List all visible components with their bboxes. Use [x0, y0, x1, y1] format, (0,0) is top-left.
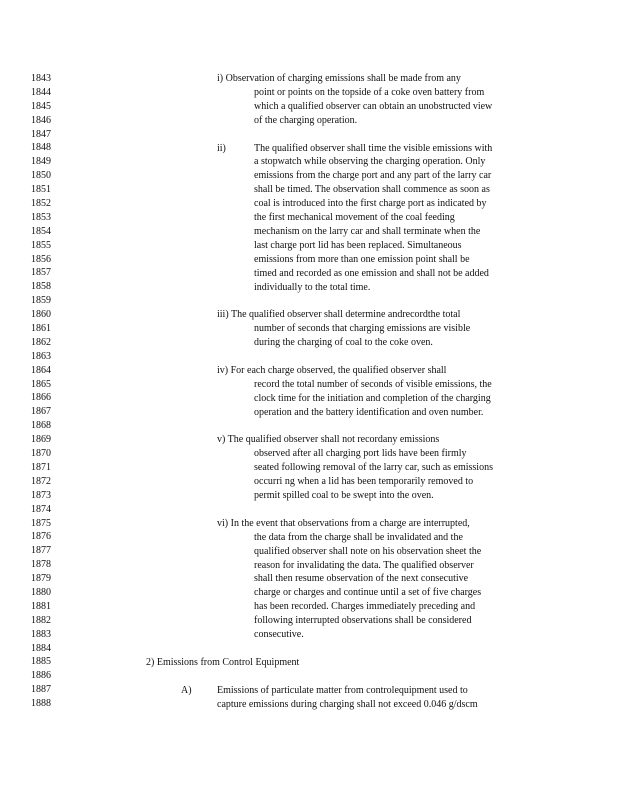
text-line: observed after all charging port lids have been firmly	[254, 448, 467, 460]
line-number: 1857	[31, 267, 51, 279]
item-vi	[217, 517, 470, 531]
text-line: timed and recorded as one emission and shall not be added	[254, 267, 489, 279]
line-number: 1863	[31, 350, 51, 362]
item-v	[217, 433, 439, 447]
line-number: 1873	[31, 489, 51, 501]
item-text: The qualified observer shall determine andrecordthe total	[231, 309, 461, 321]
text-line: consecutive.	[254, 629, 304, 641]
line-number: 1860	[31, 309, 51, 321]
line-number: 1852	[31, 198, 51, 210]
text-line: shall then resume observation of the next consecutive	[254, 573, 469, 585]
item-text: For each charge observed, the qualified observer shall	[230, 364, 447, 376]
line-number: 1850	[31, 170, 51, 182]
line-number: 1866	[31, 392, 51, 404]
line-number: 1854	[31, 225, 51, 237]
item-v-continuation	[254, 447, 493, 503]
line-number: 1868	[31, 420, 51, 432]
text-line: which a qualified observer can obtain an unobstructed view	[254, 100, 493, 112]
text-line: number of seconds that charging emissions are visible	[254, 323, 471, 335]
line-number: 1844	[31, 86, 51, 98]
line-number: 1861	[31, 323, 51, 335]
text-line: individually to the total time.	[254, 281, 371, 293]
line-number: 1874	[31, 503, 51, 515]
text-line: operation and the battery identification and oven number.	[254, 406, 484, 418]
line-number: 1883	[31, 628, 51, 640]
line-number: 1876	[31, 531, 51, 543]
line-number: 1859	[31, 295, 51, 307]
line-number: 1858	[31, 281, 51, 293]
line-number: 1880	[31, 586, 51, 598]
line-number: 1886	[31, 670, 51, 682]
section-2-heading: 2) Emissions from Control Equipment	[146, 656, 300, 668]
item-i-continuation	[254, 86, 492, 128]
text-line: charge or charges and continue until a set of five charges	[254, 587, 482, 599]
line-number: 1875	[31, 517, 51, 529]
item-text: The qualified observer shall not recordany emissions	[227, 434, 440, 446]
text-line: of the charging operation.	[254, 114, 358, 126]
line-number: 1847	[31, 128, 51, 140]
text-line: during the charging of coal to the coke oven.	[254, 337, 433, 349]
line-number: 1856	[31, 253, 51, 265]
line-number: 1871	[31, 461, 51, 473]
text-line: a stopwatch while observing the charging operation. Only	[254, 156, 486, 168]
text-line: permit spilled coal to be swept into the oven.	[254, 490, 434, 502]
line-number: 1884	[31, 642, 51, 654]
text-line: mechanism on the larry car and shall terminate when the	[254, 225, 481, 237]
text-line: qualified observer shall note on his observation sheet the	[254, 545, 482, 557]
text-line: emissions from more than one emission point shall be	[254, 253, 470, 265]
text-line: coal is introduced into the first charge port as indicated by	[254, 198, 487, 210]
text-line: point or points on the topside of a coke oven battery from	[254, 86, 485, 98]
item-iv	[217, 364, 446, 378]
line-number: 1848	[31, 142, 51, 154]
item-text: Observation of charging emissions shall be made from any	[225, 73, 461, 84]
line-number: 1862	[31, 336, 51, 348]
text-line: the data from the charge shall be invalidated and the	[254, 531, 463, 543]
text-line: record the total number of seconds of visible emissions, the	[254, 378, 492, 390]
text-line: capture emissions during charging shall not exceed 0.046 g/dscm	[217, 698, 478, 710]
line-number: 1867	[31, 406, 51, 418]
item-iii-continuation	[254, 322, 470, 350]
line-number: 1855	[31, 239, 51, 251]
text-line: The qualified observer shall time the visible emissions with	[254, 142, 493, 154]
item-ii-marker: ii)	[217, 142, 226, 154]
text-line: shall be timed. The observation shall commence as soon as	[254, 184, 490, 196]
line-number: 1877	[31, 545, 51, 557]
text-line: the first mechanical movement of the coal feeding	[254, 212, 455, 224]
line-number: 1864	[31, 364, 51, 376]
line-number: 1879	[31, 573, 51, 585]
text-line: emissions from the charge port and any part of the larry car	[254, 170, 492, 182]
line-number: 1865	[31, 378, 51, 390]
item-marker: vi)	[217, 517, 229, 529]
line-number: 1885	[31, 656, 51, 668]
line-number: 1846	[31, 114, 51, 126]
item-i	[217, 72, 461, 86]
text-line: occurri ng when a lid has been temporarily removed to	[254, 476, 474, 488]
item-marker: iv)	[217, 364, 229, 376]
line-number: 1843	[31, 73, 51, 84]
text-line: following interrupted observations shall be considered	[254, 615, 472, 627]
line-number: 1869	[31, 434, 51, 446]
item-iii	[217, 308, 460, 322]
line-number: 1887	[31, 684, 51, 696]
item-text: In the event that observations from a charge are interrupted,	[230, 517, 470, 529]
text-line: Emissions of particulate matter from controlequipment used to	[217, 684, 468, 696]
text-line: last charge port lid has been replaced. Simultaneous	[254, 239, 462, 251]
line-number-column	[0, 72, 51, 711]
line-number: 1881	[31, 600, 51, 612]
item-iv-continuation	[254, 378, 492, 420]
text-line: seated following removal of the larry car, such as emissions	[254, 462, 493, 474]
line-number: 1872	[31, 475, 51, 487]
line-number: 1888	[31, 698, 51, 710]
text-line: reason for invalidating the data. The qualified observer	[254, 559, 474, 571]
line-number: 1882	[31, 614, 51, 626]
item-marker: v)	[217, 434, 226, 446]
item-vi-continuation	[254, 531, 481, 642]
text-line: has been recorded. Charges immediately preceding and	[254, 601, 476, 613]
text-line: clock time for the initiation and completion of the charging	[254, 392, 491, 404]
item-A-marker: A)	[181, 684, 192, 696]
line-number: 1849	[31, 156, 51, 168]
line-number: 1870	[31, 448, 51, 460]
line-number: 1845	[31, 100, 51, 112]
item-marker: iii)	[217, 309, 229, 321]
item-A-text	[217, 684, 478, 712]
line-number: 1878	[31, 559, 51, 571]
line-number: 1853	[31, 211, 51, 223]
item-marker: i)	[217, 73, 224, 84]
item-ii-text	[254, 142, 492, 295]
line-number: 1851	[31, 184, 51, 196]
